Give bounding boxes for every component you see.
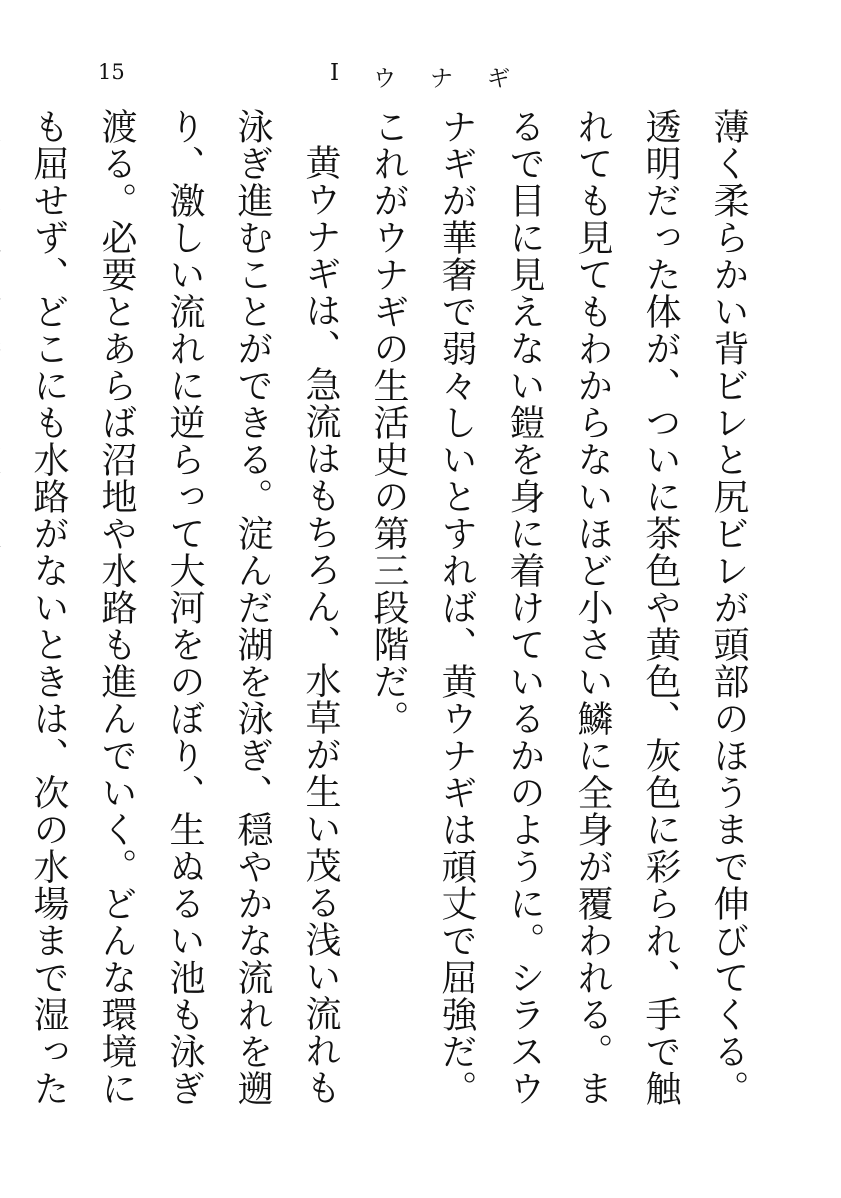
- vertical-body-text: [28, 108, 762, 1140]
- title-char: ウ: [373, 66, 397, 92]
- paragraph: 黄ウナギは、急流はもちろん、水草が生い茂る浅い流れも泳ぎ進むことができる。淀んだ湖を泳ぎ、穏やかな流れを遡り、激しい流れに逆らって大河をのぼり、生ぬるい池も泳ぎ渡る。必要とあらば沼地や水路も進んでいく。どんな環境にも屈せず、どこにも水路がないときは、次の水場まで湿った: [28, 108, 341, 1107]
- title-char: ナ: [430, 66, 454, 92]
- running-title: [330, 60, 510, 93]
- paragraph: 薄く柔らかい背ビレと尻ビレが頭部のほうまで伸びてくる。透明だった体が、ついに茶色や黄色、灰色に彩られ、手で触れても見てもわからないほど小さい鱗に全身が覆われる。まるで目に見えない鎧を身に着けているかのように。シラスウナギが華奢で弱々しいとすれば、黄ウナギは頑丈で屈強だ。これがウナギの生活史の第三段階だ。: [368, 108, 749, 1107]
- page-number: 15: [98, 60, 125, 84]
- chapter-numeral: Ⅰ: [330, 60, 340, 86]
- title-char: ギ: [487, 66, 510, 92]
